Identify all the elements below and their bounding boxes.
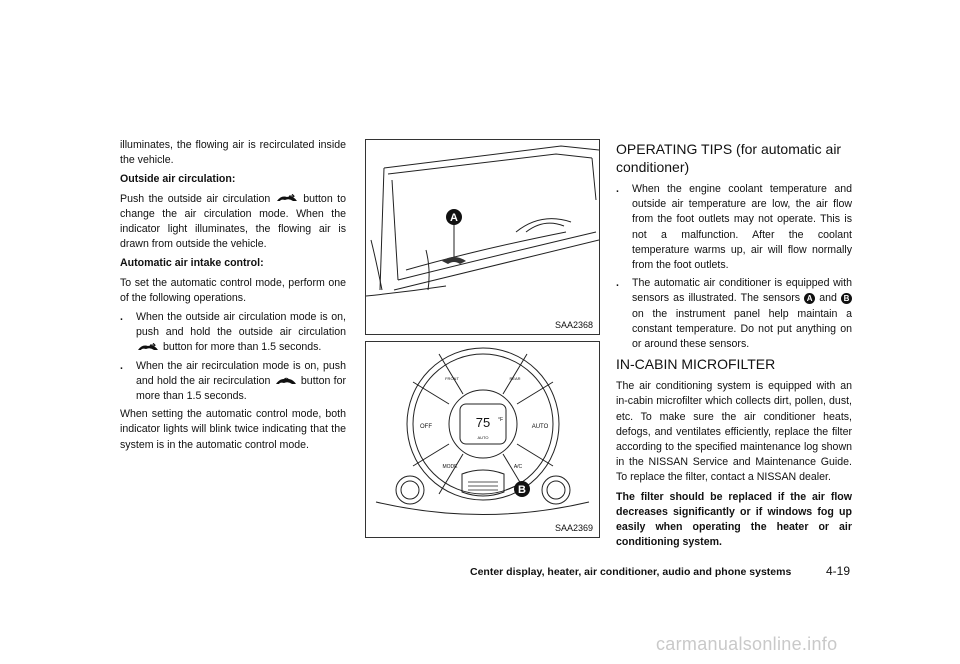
sensor-b-marker: B [841, 293, 852, 304]
climate-panel-illustration [366, 342, 599, 537]
bullet-item: . The automatic air conditioner is equipped with sensors as illustrated. The sensors A and B on the instrument panel help maintain a constant temperature. Do not put anything on or around these sensors. [616, 277, 852, 351]
bullet-item: . When the outside air circulation mode is on, push and hold the outside air circulation button for more than 1.5 seconds. [120, 311, 346, 354]
svg-text:°F: °F [498, 417, 504, 423]
watermark: carmanualsonline.info [656, 634, 838, 654]
closing-text: When setting the automatic control mode, both indicator lights will blink twice indicating that the system is in the automatic control mode. [120, 408, 346, 451]
svg-text:AUTO: AUTO [477, 435, 489, 440]
auto-intake-heading: Automatic air intake control: [120, 257, 264, 270]
auto-button: AUTO [531, 424, 549, 430]
svg-text:A: A [450, 212, 458, 224]
page-number: 4-19 [826, 564, 851, 578]
right-column [616, 138, 852, 554]
sensor-a-marker: A [804, 293, 815, 304]
bullet-item: . When the engine coolant temperature and outside air temperature are low, the air flow from the foot outlets may not operate. This is not a malfunction. After the coolant temperature warms up, air will flow normally from the foot outlets. [616, 183, 852, 272]
footer-section-title: Center display, heater, air conditioner, audio and phone systems [470, 566, 792, 578]
off-button: OFF [420, 424, 432, 430]
filter-warning: The filter should be replaced if the air flow decreases significantly or if windows fog up easily when operating the heater or air conditioning system. [616, 490, 852, 549]
svg-text:B: B [518, 484, 526, 496]
figure-caption: SAA2368 [554, 320, 593, 330]
sunload-sensor-icon [442, 257, 466, 264]
operating-tips-heading: OPERATING TIPS (for automatic air conditioner) [616, 141, 842, 175]
ac-button: A/C [513, 464, 523, 470]
intro-text: illuminates, the flowing air is recirculated inside the vehicle. [120, 139, 346, 167]
rear-defrost-button: REAR [509, 376, 521, 381]
mode-button: MODE [442, 464, 458, 470]
figure-climate-panel [365, 341, 600, 538]
front-defrost-button: FRONT [445, 376, 459, 381]
microfilter-heading: IN-CABIN MICROFILTER [616, 356, 776, 373]
bullet-mark: . [616, 277, 619, 290]
bullet-mark: . [616, 183, 619, 195]
outside-air-icon [136, 343, 160, 353]
figure-windshield-sensor [365, 139, 600, 335]
bullet-mark: . [120, 311, 123, 324]
outside-air-text: Push the outside air circulation button to change the air circulation mode. When the indicator light illuminates, the flowing air is drawn from outside the vehicle. [120, 192, 347, 251]
windshield-illustration [366, 140, 599, 334]
auto-intake-text: To set the automatic control mode, perform one of the following operations. [120, 276, 346, 304]
temp-display: 75 [475, 415, 491, 430]
microfilter-text: The air conditioning system is equipped with an in-cabin microfilter which collects dirt, pollen, dust, etc. To make sure the air conditioner heats, defogs, and ventilates efficiently, replace the filter according to the specified maintenance log shown in the NISSAN Service and Maintenance Guide. To replace the filter, contact a NISSAN dealer. [616, 380, 852, 484]
bullet-item: . When the air recirculation mode is on, push and hold the air recirculation button for more than 1.5 seconds. [120, 359, 346, 403]
bullet-mark: . [120, 359, 123, 372]
outside-air-heading: Outside air circulation: [120, 173, 236, 186]
left-column [120, 138, 346, 457]
recirculation-icon [274, 376, 298, 386]
outside-air-icon [275, 194, 299, 204]
figure-caption: SAA2369 [554, 523, 593, 533]
